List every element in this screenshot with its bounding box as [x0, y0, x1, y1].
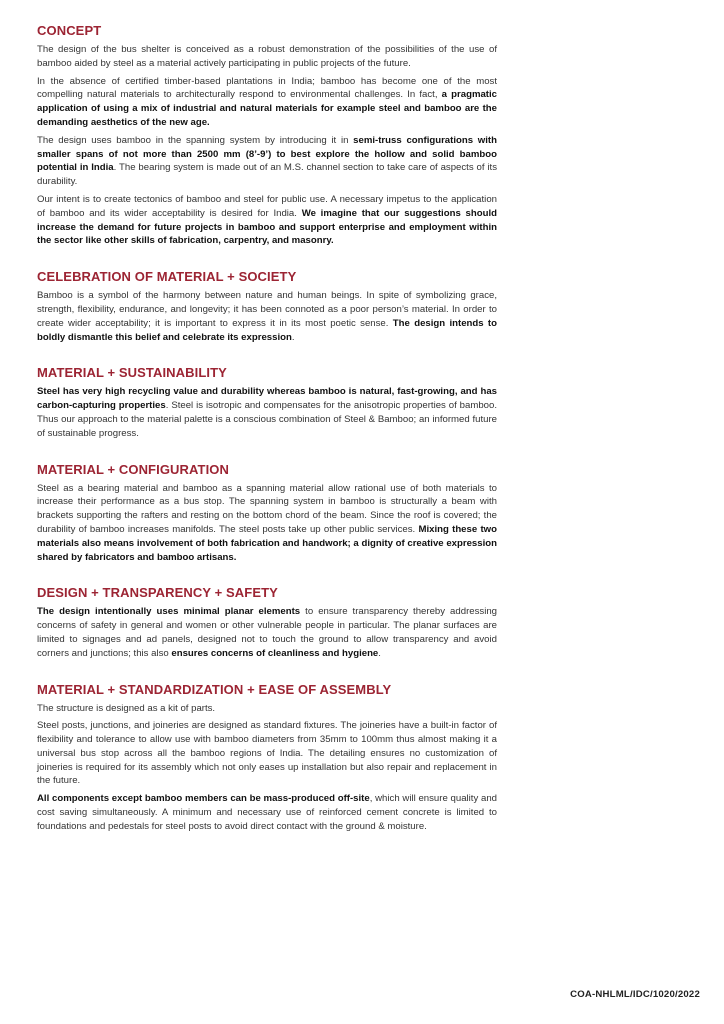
section-6	[37, 681, 497, 834]
body-text: Our intent is to create tectonics of bamboo and steel for public use. A necessary impetus to the application of bamboo and its wider acceptability is desired for India.	[37, 193, 497, 219]
document-body	[37, 22, 497, 854]
document-code: COA-NHLML/IDC/1020/2022	[570, 989, 700, 1000]
emphasis-text: We imagine that our suggestions should increase the demand for future projects in bamboo and support enterprise and employment within the sector like other skills of fabrication, carpentry, and masonry.	[37, 207, 497, 247]
body-text: Bamboo is a symbol of the harmony between nature and human beings. In spite of symbolizing grace, strength, flexibility, endurance, and longevity; it has been connoted as a poor person’s material. In order to create wider acceptability; it is important to express it in its most poetic sense.	[37, 290, 497, 329]
section-heading: CELEBRATION OF MATERIAL + SOCIETY	[37, 269, 297, 285]
section-3	[37, 364, 497, 440]
section-4	[37, 461, 497, 565]
body-text: The structure is designed as a kit of parts.	[37, 702, 216, 714]
section-heading: CONCEPT	[37, 23, 102, 38]
body-text: The design uses bamboo in the spanning system by introducing it in	[37, 134, 354, 146]
section-heading: MATERIAL + CONFIGURATION	[37, 461, 229, 477]
paragraph	[37, 605, 497, 660]
paragraph	[37, 289, 497, 344]
paragraph	[37, 702, 497, 716]
body-text: .	[378, 647, 381, 659]
paragraph	[37, 134, 497, 189]
paragraph	[37, 385, 497, 440]
section-heading: DESIGN + TRANSPARENCY + SAFETY	[37, 585, 278, 601]
paragraph	[37, 75, 497, 130]
body-text: .	[291, 331, 295, 343]
body-text: In the absence of certified timber-based plantations in India; bamboo has become one of the most compelling natural materials to architecturally respond to environmental challenges. In fact,	[37, 75, 497, 101]
emphasis-text: semi-truss configurations with smaller spans of not more than 2500 mm (8’-9’) to best explore the hollow and solid bamboo potential in India	[37, 134, 497, 174]
emphasis-text: ensures concerns of cleanliness and hygiene	[171, 647, 379, 659]
section-1	[37, 22, 497, 248]
emphasis-text: The design intentionally uses minimal planar elements	[37, 606, 301, 618]
body-text: , which will ensure quality and cost saving simultaneously. A minimum and necessary use of reinforced cement concrete is limited to foundations and pedestals for steel posts to avoid direct contact with the ground & moisture.	[37, 793, 498, 832]
paragraph	[37, 43, 497, 71]
section-heading: MATERIAL + SUSTAINABILITY	[37, 365, 227, 381]
paragraph	[37, 792, 497, 833]
emphasis-text: All components except bamboo members can be mass-produced off-site	[37, 793, 370, 805]
emphasis-text: Mixing these two materials also means involvement of both fabrication and handwork; a dignity of creative expression shared by fabricators and bamboo artisans.	[37, 523, 497, 563]
section-heading: MATERIAL + STANDARDIZATION + EASE OF ASSEMBLY	[37, 681, 392, 697]
body-text: Steel as a bearing material and bamboo as a spanning material allow rational use of both materials to increase their performance as a bus stop. The spanning system in bamboo is structurally a beam with brackets supporting the rafters and resting on the bottom chord of the beam. Since the roof is covered; the durability of bamboo increases manifolds. The steel posts take up other public services.	[37, 482, 497, 535]
emphasis-text: The design intends to boldly dismantle this belief and celebrate its expression	[37, 317, 497, 343]
paragraph	[37, 193, 497, 248]
paragraph	[37, 719, 497, 788]
body-text: . Steel is isotropic and compensates for the anisotropic properties of bamboo. Thus our approach to the material palette is a conscious combination of Steel & Bamboo; an informed future of sustainable progress.	[37, 400, 498, 439]
body-text: to ensure transparency thereby addressing concerns of safety in general and women or other vulnerable people in particular. The planar surfaces are limited to signages and ad panels, designed not to touch the ground to allow transparency and avoid corners and junctions; this also	[37, 606, 497, 659]
body-text: . The bearing system is made out of an M.S. channel section to take care of aspects of its durability.	[37, 162, 498, 188]
emphasis-text: a pragmatic application of using a mix of industrial and natural materials for example steel and bamboo are the demanding aesthetics of the new age.	[37, 89, 498, 128]
paragraph	[37, 482, 497, 565]
section-2	[37, 268, 497, 344]
emphasis-text: Steel has very high recycling value and durability whereas bamboo is natural, fast-growing, and has carbon-capturing properties	[37, 386, 497, 412]
section-5	[37, 584, 497, 660]
body-text: The design of the bus shelter is conceived as a robust demonstration of the possibilities of the use of bamboo aided by steel as a material actively participating in public projects of the future.	[37, 44, 497, 69]
body-text: Steel posts, junctions, and joineries are designed as standard fixtures. The joineries have a built-in factor of flexibility and tolerance to allow use with bamboo diameters from 35mm to 100mm thus almost making it a universal bus stop across all the bamboo regions of India. The detailing ensures no customization of joineries is required for its assembly which not only eases up installation but also repair and replacement in the future.	[37, 720, 497, 787]
